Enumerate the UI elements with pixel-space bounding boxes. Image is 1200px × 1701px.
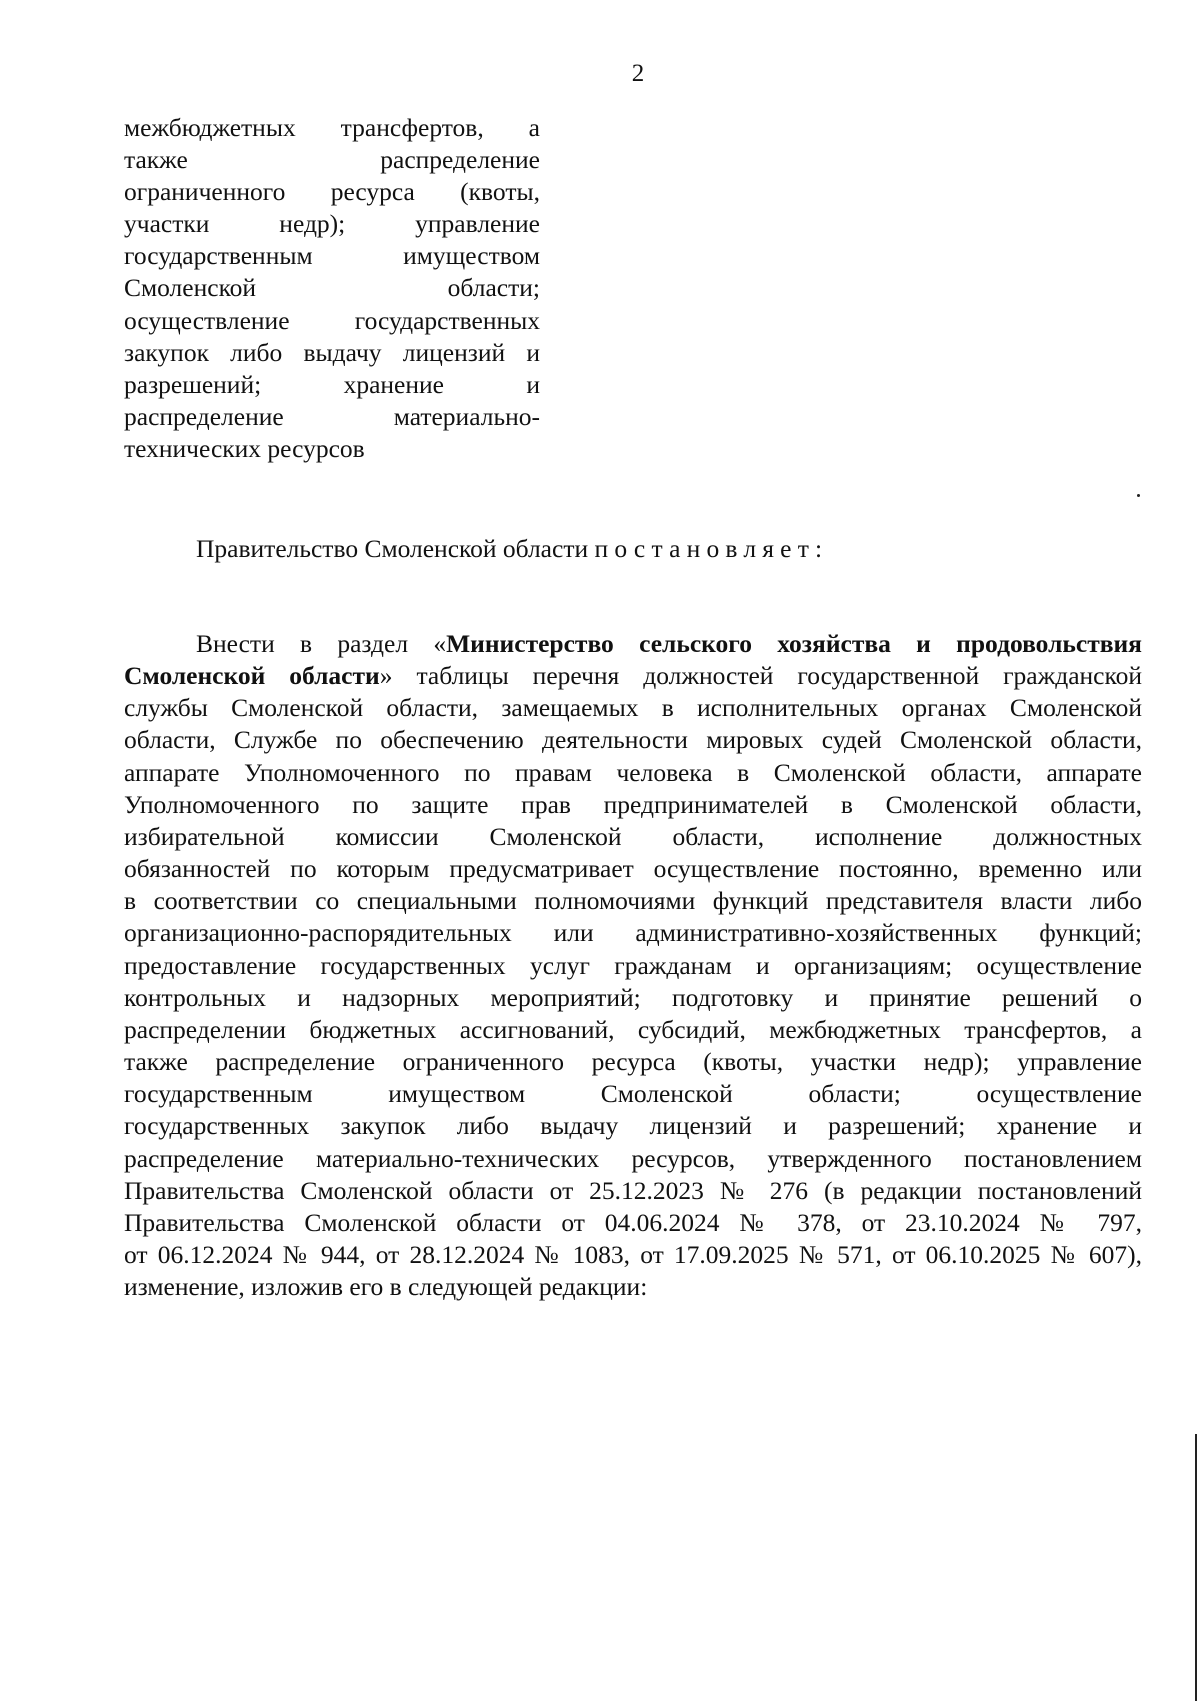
paragraph-line [124, 660, 1142, 692]
paragraph-line: области, Службе по обеспечению деятельности мировых судей Смоленской области, [124, 725, 1142, 755]
paragraph-line: распределении бюджетных ассигнований, субсидий, межбюджетных трансфертов, а [124, 1014, 1142, 1044]
left-column-line: ограниченного ресурса (квоты, [124, 177, 540, 207]
ministry-region-bold: Смоленской области [124, 661, 380, 691]
decree-spaced-word: постановляет [594, 534, 816, 563]
paragraph-line: Правительства Смоленской области от 25.12.2023 № 276 (в редакции постановлений [124, 1175, 1142, 1205]
left-column-line: участки недр); управление [124, 209, 540, 239]
paragraph-line: изменение, изложив его в следующей редакции: [124, 1272, 648, 1302]
left-column-line: технических ресурсов [124, 433, 365, 463]
decree-suffix: : [815, 534, 823, 563]
left-column-text [124, 112, 540, 465]
scan-artifact-dot [1137, 494, 1140, 497]
paragraph-line: аппарате Уполномоченного по правам человека в Смоленской области, аппарате [124, 757, 1142, 787]
paragraph-line: государственных закупок либо выдачу лицензий и разрешений; хранение и [124, 1111, 1142, 1141]
paragraph-line: контрольных и надзорных мероприятий; подготовку и принятие решений о [124, 982, 1142, 1012]
left-column-line: закупок либо выдачу лицензий и [124, 337, 540, 367]
left-column-line: осуществление государственных [124, 305, 540, 335]
left-column-line: Смоленской области; [124, 273, 540, 303]
left-column-line: также распределение [124, 145, 540, 175]
paragraph-line: государственным имуществом Смоленской области; осуществление [124, 1079, 1142, 1109]
paragraph-line: организационно-распорядительных или административно-хозяйственных функций; [124, 918, 1142, 948]
paragraph-line: от 06.12.2024 № 944, от 28.12.2024 № 1083, от 17.09.2025 № 571, от 06.10.2025 № 607), [124, 1239, 1142, 1269]
paragraph-text: » таблицы перечня должностей государственной гражданской [379, 661, 1142, 691]
ministry-name-bold: Министерство сельского хозяйства и продовольствия [446, 629, 1142, 658]
scan-edge-line [1195, 1434, 1197, 1701]
paragraph-line: предоставление государственных услуг гражданам и организациям; осуществление [124, 950, 1142, 980]
paragraph-intro: Внести в раздел « [196, 629, 447, 658]
paragraph-line: службы Смоленской области, замещаемых в исполнительных органах Смоленской [124, 693, 1142, 723]
page-number: 2 [631, 60, 645, 87]
paragraph-line: распределение материально-технических ресурсов, утвержденного постановлением [124, 1143, 1142, 1173]
paragraph-line: также распределение ограниченного ресурса (квоты, участки недр); управление [124, 1047, 1142, 1077]
left-column-line: государственным имуществом [124, 241, 540, 271]
left-column-line: межбюджетных трансфертов, а [124, 113, 540, 142]
paragraph-line: избирательной комиссии Смоленской области, исполнение должностных [124, 821, 1142, 851]
paragraph-line: Правительства Смоленской области от 04.06.2024 № 378, от 23.10.2024 № 797, [124, 1207, 1142, 1237]
left-column-line: распределение материально- [124, 401, 540, 431]
paragraph-line [124, 628, 1142, 660]
paragraph-line: Уполномоченного по защите прав предпринимателей в Смоленской области, [124, 789, 1142, 819]
decree-statement [196, 534, 822, 564]
paragraph-line: обязанностей по которым предусматривает осуществление постоянно, временно или [124, 854, 1142, 884]
paragraph-line: в соответствии со специальными полномочиями функций представителя власти либо [124, 886, 1142, 916]
decree-prefix: Правительство Смоленской области [196, 534, 595, 563]
left-column-line: разрешений; хранение и [124, 369, 540, 399]
main-paragraph [124, 628, 1142, 1303]
